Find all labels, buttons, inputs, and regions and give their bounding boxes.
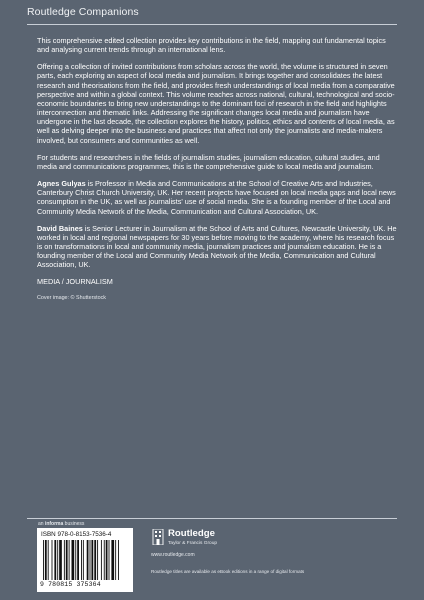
blurb-description: Offering a collection of invited contributions from scholars across the world, the volume is structured in seven parts, each exploring an aspect of local media and journalism. It brings together and consolidates the latest research and theorisations from the field, and provides fresh understandings of local media from a comparative perspective and within a global context. This volume reaches across national, cultural, technological and socio-economic boundaries to bring new understandings to the dominant foci of research in the field and highlights interconnection and thematic links. Addressing the significant changes local media and journalism have undergone in the last decade, the collection explores the history, politics, ethics and contents of local media, as well as delving deeper into the business and practices that affect not only the journalists and media-makers involved, but consumers and communities as well.: [37, 62, 395, 145]
isbn-number: ISBN 978-0-8153-7536-4: [41, 531, 112, 538]
routledge-tower-icon: [152, 529, 164, 545]
editor-bio-1: [37, 179, 397, 216]
informa-business-mark: an informa business: [38, 521, 85, 527]
editor-bio-text: is Professor in Media and Communications at the School of Creative Arts and Industries, Canterbury Christ Church University, UK. Her recent projects have focused on local media gaps and local news consumption in the UK, as well as journalists' use of social media. She is a founding member of the Local and Community Media Network of the Media, Communication and Cultural Association, UK.: [37, 179, 396, 216]
editor-bio-text: is Senior Lecturer in Journalism at the School of Arts and Cultures, Newcastle University, UK. He worked in local and regional newspapers for 30 years before moving to the academy, where his research focus is on transformations in local and community media, journalism practices and journalism education. He is a founding member of the Local and Community Media Network of the Media, Communication and Cultural Association, UK.: [37, 223, 397, 270]
isbn-barcode: [37, 528, 133, 592]
editor-bio-2: [37, 224, 397, 270]
top-divider: [27, 24, 397, 25]
blurb-audience: For students and researchers in the fields of journalism studies, journalism education, cultural studies, and media and communications programmes, this is the comprehensive guide to local media and journalism.: [37, 152, 380, 171]
ean-digits: 9 780815 375364: [40, 581, 101, 588]
publisher-name: Routledge: [168, 528, 215, 539]
series-title: Routledge Companions: [27, 6, 139, 18]
barcode-bars: [43, 540, 127, 580]
cover-blurb: [37, 36, 397, 310]
informa-brand: informa: [44, 521, 64, 527]
cover-image-credit: Cover image: © Shutterstock: [37, 294, 106, 301]
publisher-url[interactable]: www.routledge.com: [151, 552, 195, 558]
blurb-summary: This comprehensive edited collection provides key contributions in the field, mapping out fundamental topics and analysing current trends through an international lens.: [37, 36, 386, 55]
editor-name: David Baines: [37, 223, 83, 233]
publisher-group: Taylor & Francis Group: [168, 541, 218, 546]
bottom-divider: [27, 518, 397, 519]
editor-name: Agnes Gulyas: [37, 179, 86, 189]
ebook-note: Routledge titles are available as eBook editions in a range of digital formats: [151, 569, 305, 574]
subject-category: MEDIA / JOURNALISM: [37, 277, 113, 287]
